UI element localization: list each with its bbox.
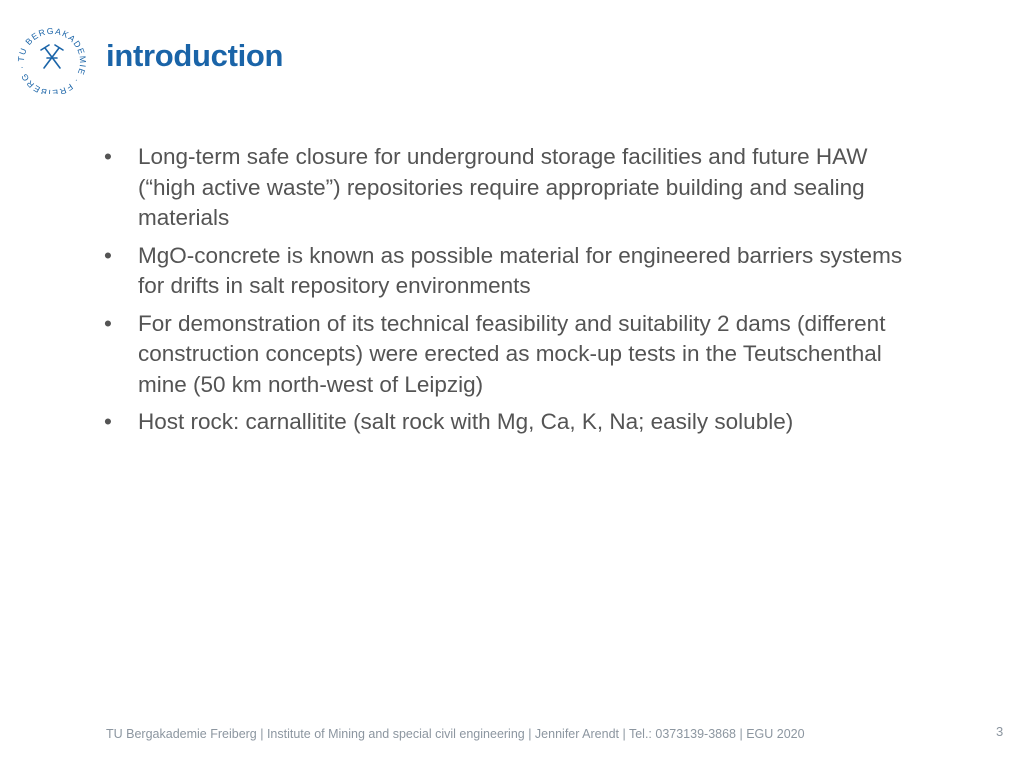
university-seal-icon <box>14 18 90 94</box>
bullet-item <box>104 407 924 438</box>
crossed-hammers-icon <box>41 45 63 68</box>
bullet-marker: • <box>104 310 112 336</box>
bullet-marker: • <box>104 409 112 434</box>
bullet-text: Host rock: carnallitite (salt rock with Mg, Ca, K, Na; easily soluble) <box>138 409 794 434</box>
page-number: 3 <box>996 724 1004 739</box>
bullet-item <box>104 309 924 401</box>
bullet-text: MgO-concrete is known as possible material for engineered barriers systems for drifts in salt repository environments <box>138 242 903 298</box>
bullet-item <box>104 241 924 302</box>
bullet-marker: • <box>104 144 112 169</box>
university-logo <box>14 18 90 94</box>
bullet-text: Long-term safe closure for underground storage facilities and future HAW (“high active waste”) repositories require appropriate building and sealing materials <box>138 144 868 230</box>
bullet-list <box>104 142 924 445</box>
logo-text: TU BERGAKADEMIE · FREIBERG · <box>15 25 89 94</box>
bullet-text: For demonstration of its technical feasibility and suitability 2 dams (different construction concepts) were erected as mock-up tests in the Teutschenthal mine (50 km north-west of Leipzig) <box>138 310 886 397</box>
slide-title: introduction <box>106 38 284 73</box>
bullet-marker: • <box>104 242 112 268</box>
slide-footer: TU Bergakademie Freiberg | Institute of Mining and special civil engineering | Jennifer Arendt | Tel.: 0373139-3868 | EGU 2020 <box>106 727 805 741</box>
bullet-item <box>104 142 924 234</box>
